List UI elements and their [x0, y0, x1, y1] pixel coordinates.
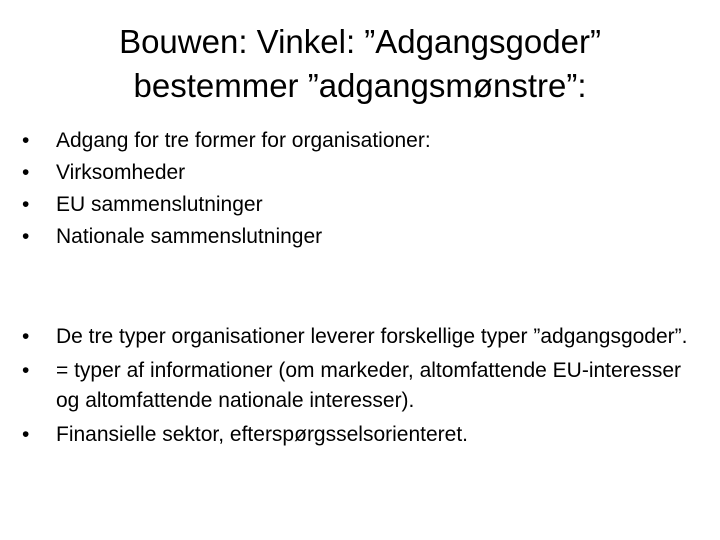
- bullet-list-access-goods: [22, 322, 702, 454]
- bullet-icon: •: [22, 325, 30, 348]
- bullet-icon: •: [22, 129, 30, 152]
- list-item-text: Adgang for tre former for organisationer:: [56, 129, 431, 152]
- slide-title-line-1: Bouwen: Vinkel: ”Adgangsgoder”: [119, 23, 601, 60]
- list-item-text: Nationale sammenslutninger: [56, 225, 323, 248]
- slide-title-line-2: bestemmer ”adgangsmønstre”:: [133, 67, 587, 104]
- list-item-text: = typer af informationer (om markeder, altomfattende EU-interesser og altomfattende nationale interesser).: [56, 359, 682, 412]
- bullet-icon: •: [22, 161, 30, 184]
- bullet-list-organisations: [22, 126, 692, 254]
- list-item-text: Virksomheder: [56, 161, 186, 184]
- bullet-icon: •: [22, 225, 30, 248]
- bullet-icon: •: [22, 359, 30, 382]
- list-item: [22, 126, 692, 156]
- list-item: [22, 190, 692, 220]
- list-item: [22, 420, 702, 450]
- list-item-text: De tre typer organisationer leverer forskellige typer ”adgangsgoder”.: [56, 325, 688, 348]
- list-item-text: EU sammenslutninger: [56, 193, 263, 216]
- bullet-icon: •: [22, 423, 30, 446]
- list-item: [22, 222, 692, 252]
- list-item: [22, 356, 702, 416]
- slide-title: [40, 20, 680, 108]
- list-item-text: Finansielle sektor, efterspørgsselsorienteret.: [56, 423, 469, 446]
- bullet-icon: •: [22, 193, 30, 216]
- list-item: [22, 158, 692, 188]
- list-item: [22, 322, 702, 352]
